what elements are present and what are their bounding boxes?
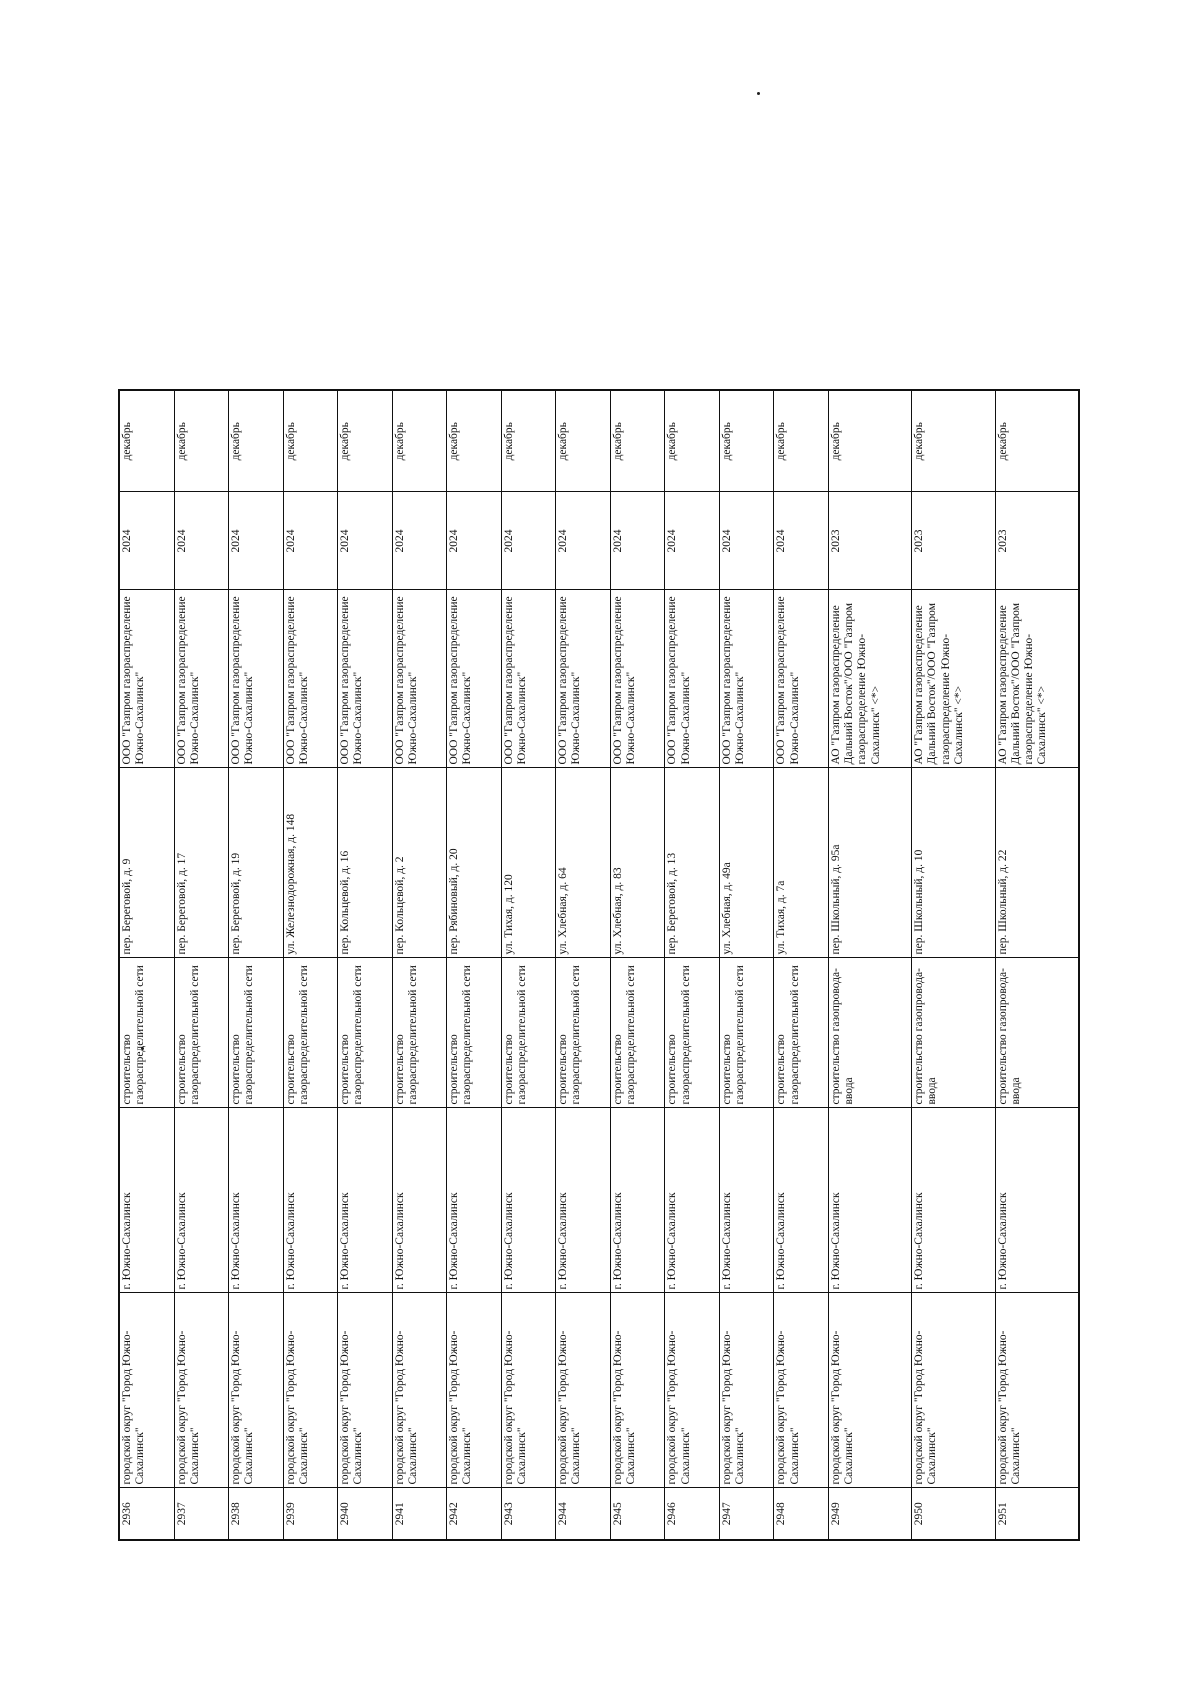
- table-row: [392, 390, 447, 1540]
- month-cell: декабрь: [828, 390, 911, 492]
- row-number: 2937: [174, 1488, 229, 1540]
- work-type-cell: строительство газопровода-ввода: [828, 958, 911, 1108]
- month-cell: декабрь: [912, 390, 995, 492]
- table-row: [665, 390, 720, 1540]
- work-type-cell: строительство газопровода-ввода: [995, 958, 1079, 1108]
- row-number: 2947: [719, 1488, 774, 1540]
- work-type-cell: строительство газораспределительной сети: [719, 958, 774, 1108]
- month-cell: декабрь: [392, 390, 447, 492]
- year-cell: 2024: [283, 492, 338, 590]
- row-number: 2939: [283, 1488, 338, 1540]
- month-cell: декабрь: [119, 390, 174, 492]
- work-type-cell: строительство газораспределительной сети: [119, 958, 174, 1108]
- year-cell: 2023: [995, 492, 1079, 590]
- district-cell: городской округ "Город Южно-Сахалинск": [556, 1293, 611, 1488]
- year-cell: 2024: [719, 492, 774, 590]
- contractor-cell: ООО "Газпром газораспределение Южно-Сахалинск": [501, 590, 556, 768]
- row-number: 2938: [229, 1488, 284, 1540]
- table-row: [229, 390, 284, 1540]
- locality-cell: г. Южно-Сахалинск: [556, 1108, 611, 1293]
- table-row: [774, 390, 829, 1540]
- row-number: 2946: [665, 1488, 720, 1540]
- table-row: [556, 390, 611, 1540]
- district-cell: городской округ "Город Южно-Сахалинск": [501, 1293, 556, 1488]
- district-cell: городской округ "Город Южно-Сахалинск": [995, 1293, 1079, 1488]
- table-row: [610, 390, 665, 1540]
- row-number: 2942: [447, 1488, 502, 1540]
- locality-cell: г. Южно-Сахалинск: [912, 1108, 995, 1293]
- contractor-cell: ООО "Газпром газораспределение Южно-Сахалинск": [447, 590, 502, 768]
- gasification-register-table: [118, 389, 1080, 1541]
- month-cell: декабрь: [174, 390, 229, 492]
- district-cell: городской округ "Город Южно-Сахалинск": [392, 1293, 447, 1488]
- contractor-cell: ООО "Газпром газораспределение Южно-Сахалинск": [174, 590, 229, 768]
- contractor-cell: АО "Газпром газораспределение Дальний Восток"/ООО "Газпром газораспределение Южно-Сахалинск" <*>: [995, 590, 1079, 768]
- locality-cell: г. Южно-Сахалинск: [501, 1108, 556, 1293]
- locality-cell: г. Южно-Сахалинск: [283, 1108, 338, 1293]
- contractor-cell: ООО "Газпром газораспределение Южно-Сахалинск": [283, 590, 338, 768]
- month-cell: декабрь: [610, 390, 665, 492]
- address-cell: ул. Хлебная, д. 64: [556, 768, 611, 958]
- contractor-cell: ООО "Газпром газораспределение Южно-Сахалинск": [774, 590, 829, 768]
- work-type-cell: строительство газораспределительной сети: [665, 958, 720, 1108]
- district-cell: городской округ "Город Южно-Сахалинск": [665, 1293, 720, 1488]
- locality-cell: г. Южно-Сахалинск: [338, 1108, 393, 1293]
- table-row: [501, 390, 556, 1540]
- table-row: [719, 390, 774, 1540]
- row-number: 2948: [774, 1488, 829, 1540]
- contractor-cell: ООО "Газпром газораспределение Южно-Сахалинск": [719, 590, 774, 768]
- locality-cell: г. Южно-Сахалинск: [119, 1108, 174, 1293]
- work-type-cell: строительство газораспределительной сети: [610, 958, 665, 1108]
- work-type-cell: строительство газораспределительной сети: [229, 958, 284, 1108]
- district-cell: городской округ "Город Южно-Сахалинск": [912, 1293, 995, 1488]
- address-cell: пер. Береговой, д. 9: [119, 768, 174, 958]
- row-number: 2943: [501, 1488, 556, 1540]
- year-cell: 2024: [392, 492, 447, 590]
- row-number: 2950: [912, 1488, 995, 1540]
- address-cell: ул. Тихая, д. 120: [501, 768, 556, 958]
- district-cell: городской округ "Город Южно-Сахалинск": [338, 1293, 393, 1488]
- district-cell: городской округ "Город Южно-Сахалинск": [610, 1293, 665, 1488]
- district-cell: городской округ "Город Южно-Сахалинск": [283, 1293, 338, 1488]
- month-cell: декабрь: [556, 390, 611, 492]
- year-cell: 2024: [501, 492, 556, 590]
- row-number: 2945: [610, 1488, 665, 1540]
- locality-cell: г. Южно-Сахалинск: [995, 1108, 1079, 1293]
- address-cell: пер. Береговой, д. 17: [174, 768, 229, 958]
- year-cell: 2024: [119, 492, 174, 590]
- year-cell: 2024: [229, 492, 284, 590]
- table-row: [119, 390, 174, 1540]
- month-cell: декабрь: [665, 390, 720, 492]
- address-cell: пер. Береговой, д. 19: [229, 768, 284, 958]
- year-cell: 2024: [174, 492, 229, 590]
- table-row: [828, 390, 911, 1540]
- locality-cell: г. Южно-Сахалинск: [719, 1108, 774, 1293]
- address-cell: ул. Железнодорожная, д. 148: [283, 768, 338, 958]
- year-cell: 2024: [774, 492, 829, 590]
- locality-cell: г. Южно-Сахалинск: [774, 1108, 829, 1293]
- contractor-cell: АО "Газпром газораспределение Дальний Восток"/ООО "Газпром газораспределение Южно-Сахалинск" <*>: [828, 590, 911, 768]
- work-type-cell: строительство газопровода-ввода: [912, 958, 995, 1108]
- year-cell: 2024: [556, 492, 611, 590]
- address-cell: ул. Хлебная, д. 49а: [719, 768, 774, 958]
- table-body: [119, 390, 1079, 1540]
- work-type-cell: строительство газораспределительной сети: [447, 958, 502, 1108]
- year-cell: 2023: [828, 492, 911, 590]
- district-cell: городской округ "Город Южно-Сахалинск": [828, 1293, 911, 1488]
- work-type-cell: строительство газораспределительной сети: [338, 958, 393, 1108]
- table-row: [283, 390, 338, 1540]
- address-cell: пер. Рябиновый, д. 20: [447, 768, 502, 958]
- district-cell: городской округ "Город Южно-Сахалинск": [447, 1293, 502, 1488]
- table-row: [912, 390, 995, 1540]
- contractor-cell: ООО "Газпром газораспределение Южно-Сахалинск": [338, 590, 393, 768]
- contractor-cell: ООО "Газпром газораспределение Южно-Сахалинск": [229, 590, 284, 768]
- table-row: [338, 390, 393, 1540]
- year-cell: 2024: [338, 492, 393, 590]
- address-cell: пер. Береговой, д. 13: [665, 768, 720, 958]
- address-cell: пер. Школьный, д. 10: [912, 768, 995, 958]
- contractor-cell: АО "Газпром газораспределение Дальний Восток"/ООО "Газпром газораспределение Южно-Сахалинск" <*>: [912, 590, 995, 768]
- year-cell: 2024: [665, 492, 720, 590]
- work-type-cell: строительство газораспределительной сети: [774, 958, 829, 1108]
- contractor-cell: ООО "Газпром газораспределение Южно-Сахалинск": [610, 590, 665, 768]
- year-cell: 2024: [447, 492, 502, 590]
- work-type-cell: строительство газораспределительной сети: [392, 958, 447, 1108]
- work-type-cell: строительство газораспределительной сети: [501, 958, 556, 1108]
- month-cell: декабрь: [447, 390, 502, 492]
- scan-speck: [757, 92, 760, 95]
- address-cell: пер. Школьный, д. 22: [995, 768, 1079, 958]
- locality-cell: г. Южно-Сахалинск: [229, 1108, 284, 1293]
- month-cell: декабрь: [283, 390, 338, 492]
- row-number: 2936: [119, 1488, 174, 1540]
- row-number: 2940: [338, 1488, 393, 1540]
- locality-cell: г. Южно-Сахалинск: [174, 1108, 229, 1293]
- month-cell: декабрь: [719, 390, 774, 492]
- address-cell: пер. Кольцевой, д. 16: [338, 768, 393, 958]
- month-cell: декабрь: [995, 390, 1079, 492]
- contractor-cell: ООО "Газпром газораспределение Южно-Сахалинск": [556, 590, 611, 768]
- row-number: 2944: [556, 1488, 611, 1540]
- year-cell: 2023: [912, 492, 995, 590]
- work-type-cell: строительство газораспределительной сети: [283, 958, 338, 1108]
- row-number: 2941: [392, 1488, 447, 1540]
- locality-cell: г. Южно-Сахалинск: [610, 1108, 665, 1293]
- rotated-table-container: [118, 391, 1080, 1541]
- district-cell: городской округ "Город Южно-Сахалинск": [119, 1293, 174, 1488]
- locality-cell: г. Южно-Сахалинск: [828, 1108, 911, 1293]
- work-type-cell: строительство газораспределительной сети: [174, 958, 229, 1108]
- month-cell: декабрь: [501, 390, 556, 492]
- district-cell: городской округ "Город Южно-Сахалинск": [229, 1293, 284, 1488]
- district-cell: городской округ "Город Южно-Сахалинск": [774, 1293, 829, 1488]
- address-cell: ул. Тихая, д. 7а: [774, 768, 829, 958]
- table-row: [447, 390, 502, 1540]
- table-row: [174, 390, 229, 1540]
- contractor-cell: ООО "Газпром газораспределение Южно-Сахалинск": [392, 590, 447, 768]
- year-cell: 2024: [610, 492, 665, 590]
- row-number: 2951: [995, 1488, 1079, 1540]
- month-cell: декабрь: [229, 390, 284, 492]
- district-cell: городской округ "Город Южно-Сахалинск": [174, 1293, 229, 1488]
- address-cell: ул. Хлебная, д. 83: [610, 768, 665, 958]
- district-cell: городской округ "Город Южно-Сахалинск": [719, 1293, 774, 1488]
- contractor-cell: ООО "Газпром газораспределение Южно-Сахалинск": [665, 590, 720, 768]
- table-row: [995, 390, 1079, 1540]
- month-cell: декабрь: [338, 390, 393, 492]
- locality-cell: г. Южно-Сахалинск: [392, 1108, 447, 1293]
- address-cell: пер. Кольцевой, д. 2: [392, 768, 447, 958]
- row-number: 2949: [828, 1488, 911, 1540]
- locality-cell: г. Южно-Сахалинск: [665, 1108, 720, 1293]
- locality-cell: г. Южно-Сахалинск: [447, 1108, 502, 1293]
- address-cell: пер. Школьный, д. 95а: [828, 768, 911, 958]
- work-type-cell: строительство газораспределительной сети: [556, 958, 611, 1108]
- contractor-cell: ООО "Газпром газораспределение Южно-Сахалинск": [119, 590, 174, 768]
- month-cell: декабрь: [774, 390, 829, 492]
